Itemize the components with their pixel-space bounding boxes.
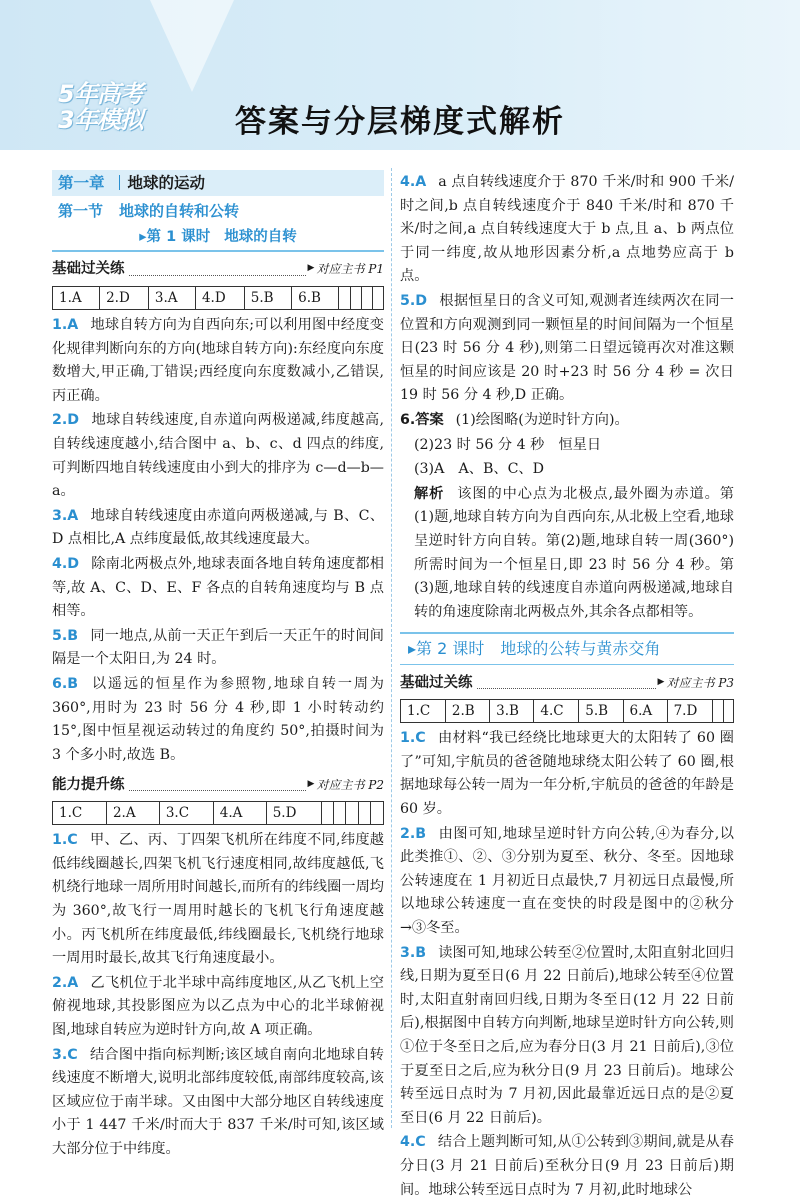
answer-part: (1)绘图略(为逆时针方向)。 <box>455 411 629 428</box>
answer-table <box>52 801 384 825</box>
section-heading <box>52 198 384 224</box>
book-reference: 对应主书 P1 <box>316 262 384 277</box>
section-number: 第一节 <box>58 202 104 220</box>
answer-cell-empty <box>350 287 361 310</box>
explanation-item <box>52 314 384 408</box>
explanation-text: 同一地点,从前一天正午到后一天正午的时间间隔是一个太阳日,为 24 时。 <box>52 627 384 668</box>
leader-dots <box>477 687 656 689</box>
explanation-item <box>52 553 384 624</box>
logo-line-1: 5年高考 <box>58 80 143 108</box>
answer-cell-empty <box>334 802 346 825</box>
answer-cell: 3.A <box>148 287 195 310</box>
question-number: 1.C <box>52 832 78 849</box>
explanation-item <box>400 483 734 625</box>
explanation-text: 以遥远的恒星作为参照物,地球自转一周为 360°,用时为 23 时 56 分 4 秒,即 1 小时转动约 15°,图中恒星视运动转过的角度约 50°,拍摄时间为 3 个多小时,故选 B。 <box>52 675 384 763</box>
chapter-title: 地球的运动 <box>127 174 206 192</box>
answer-item <box>400 409 734 433</box>
explanation-text: 乙飞机位于北半球中高纬度地区,从乙飞机上空俯视地球,其投影图应为以乙点为中心的北半球俯视图,地球自转应为逆时针方向,故 A 项正确。 <box>52 974 384 1039</box>
answer-cell-empty <box>723 700 733 723</box>
answer-part: (2)23 时 56 分 4 秒 恒星日 <box>414 436 602 453</box>
question-number: 4.D <box>52 555 80 572</box>
arrow-icon: ▶ <box>657 676 665 687</box>
answer-cell-empty <box>372 287 383 310</box>
practice-header <box>52 773 384 797</box>
answer-cell: 2.D <box>100 287 149 310</box>
chapter-number: 第一章 <box>58 174 105 192</box>
explanation-text: 甲、乙、丙、丁四架飞机所在纬度不同,纬度越低纬线圈越长,四架飞机飞行速度相同,故纬度越低,飞机绕行地球一周所用时间越长,而所有的纬线圈一周均为 360°,故飞行一周用时越长的飞机飞行角速度越小。丙飞机所在纬度最低,纬线圈最长,飞机绕行地球一周用时最长,故其飞行角速度最小。 <box>52 832 384 967</box>
answer-cell: 4.A <box>213 802 266 825</box>
chapter-separator <box>119 175 120 190</box>
practice-name: 能力提升练 <box>52 776 125 793</box>
section-title: 地球的自转和公转 <box>119 202 240 220</box>
explanation-item <box>400 942 734 1131</box>
answer-cell: 1.C <box>53 802 107 825</box>
explanation-text: 该图的中心点为北极点,最外圈为赤道。第(1)题,地球自转方向为自西向东,从北极上空看,地球呈逆时针方向自转。第(2)题,地球自转一周(360°)所需时间为一个恒星日,即 23 时 56 分 4 秒。第(3)题,地球自转的线速度自赤道向两极递减,地球自转的角速度除南北两极点外,其余各点都相等。 <box>414 485 734 620</box>
left-column <box>52 170 384 1162</box>
page-title: 答案与分层梯度式解析 <box>235 104 565 140</box>
question-number: 3.B <box>400 944 427 961</box>
explanation-text: 结合上题判断可知,从①公转到③期间,就是从春分日(3 月 21 日前后)至秋分日(9 月 23 日前后)期间。地球公转至远日点时为 7 月初,此时地球公 <box>400 1134 734 1198</box>
right-column <box>400 170 734 1202</box>
answer-cell: 5.D <box>266 802 321 825</box>
answer-cell: 5.B <box>579 700 623 723</box>
explanation-item <box>52 673 384 767</box>
explanation-item <box>52 505 384 552</box>
lesson-number: ▸第 1 课时 <box>139 229 211 245</box>
explanation-item <box>52 409 384 503</box>
arrow-icon: ▶ <box>307 263 315 274</box>
answer-cell-empty <box>361 287 372 310</box>
answer-cell-empty <box>339 287 350 310</box>
practice-name: 基础过关练 <box>52 261 125 278</box>
explanation-text: 地球自转方向为自西向东;可以利用图中经度变化规律判断向东的方向(地球自转方向):东经度向东度数增大,甲正确,丁错误;西经度向东度数减小,乙错误,丙正确。 <box>52 317 384 404</box>
explanation-text: 地球自转线速度,自赤道向两极递减,纬度越高,自转线速度越小,结合图中 a、b、c、d 四点的纬度,可判断四地自转线速度由小到大的排序为 c—d—b—a。 <box>52 412 384 500</box>
column-divider <box>391 168 392 1128</box>
answer-cell-empty <box>371 802 384 825</box>
answer-cell: 6.B <box>292 287 339 310</box>
explanation-item <box>52 829 384 971</box>
page-header <box>0 0 800 150</box>
logo-line-2: 3年模拟 <box>58 106 143 134</box>
question-number: 1.A <box>52 317 79 333</box>
lesson-number: ▸第 2 课时 <box>408 639 485 659</box>
question-number: 3.C <box>52 1046 78 1063</box>
practice-header <box>400 671 734 695</box>
answer-cell: 4.C <box>534 700 579 723</box>
explanation-item <box>52 625 384 672</box>
explanation-item <box>400 823 734 941</box>
answer-cell: 3.C <box>159 802 213 825</box>
answer-part: (3)A A、B、C、D <box>414 461 544 478</box>
answer-table <box>400 699 734 723</box>
explanation-item <box>400 727 734 821</box>
chapter-heading <box>52 170 384 196</box>
answer-cell: 4.D <box>195 287 244 310</box>
question-number: 3.A <box>52 507 79 524</box>
lesson-title: 地球的公转与黄赤交角 <box>500 639 661 659</box>
lesson-title: 地球的自转 <box>224 229 297 245</box>
explanation-text: 结合图中指向标判断;该区域自南向北地球自转线速度不断增大,说明北部纬度较低,南部纬度较高,该区域应位于南半球。又由图中大部分地区自转线速度小于 1 447 千米/时而大于 837 千米/时可知,该区域大部分位于中纬度。 <box>52 1046 384 1157</box>
answer-cell: 2.A <box>106 802 159 825</box>
question-number: 5.B <box>52 627 79 644</box>
book-reference: 对应主书 P3 <box>666 675 734 690</box>
explanation-item <box>400 290 734 408</box>
answer-cell: 1.C <box>401 700 446 723</box>
answer-cell: 7.D <box>667 700 713 723</box>
answer-cell: 6.A <box>623 700 667 723</box>
practice-header <box>52 258 384 282</box>
answer-cell-empty <box>346 802 358 825</box>
practice-name: 基础过关练 <box>400 674 473 691</box>
explanation-item <box>52 1044 384 1162</box>
explanation-label: 解析 <box>414 485 445 502</box>
question-number: 2.D <box>52 412 80 429</box>
question-number: 4.A <box>400 174 427 190</box>
question-number: 1.C <box>400 730 426 747</box>
explanation-text: a 点自转线速度介于 870 千米/时和 900 千米/时之间,b 点自转线速度介于 840 千米/时和 870 千米/时之间,a 点自转线速度大于 b 点,且 a、b 两点位于同一纬度,故从地形因素分析,a 点地势应高于 b 点。 <box>400 174 734 285</box>
arrow-icon: ▶ <box>307 778 315 789</box>
explanation-text: 读图可知,地球公转至②位置时,太阳直射北回归线,日期为夏至日(6 月 22 日前后),地球公转至④位置时,太阳直射南回归线,日期为冬至日(12 月 22 日前后),根据图中自转方向判断,地球呈逆时针方向公转,则①位于冬至日之后,应为春分日(3 月 21 日前后),③位于夏至日之后,应为秋分日(9 月 23 日前后)。地球公转至远日点时为 7 月初,因此最靠近远日点的是②夏至日(6 月 22 日前后)。 <box>400 944 734 1126</box>
answer-cell-empty <box>321 802 333 825</box>
question-number: 6.答案 <box>400 411 444 428</box>
answer-cell: 5.B <box>244 287 291 310</box>
explanation-item <box>52 972 384 1043</box>
question-number: 2.B <box>400 825 427 842</box>
question-number: 4.C <box>400 1134 426 1151</box>
explanation-text: 除南北两极点外,地球表面各地自转角速度都相等,故 A、C、D、E、F 各点的自转角速度均与 B 点相等。 <box>52 555 384 620</box>
answer-cell: 3.B <box>490 700 534 723</box>
answer-table <box>52 286 384 310</box>
explanation-text: 由图可知,地球呈逆时针方向公转,④为春分,以此类推①、②、③分别为夏至、秋分、冬至。因地球公转速度在 1 月初近日点最快,7 月初远日点最慢,所以地球公转速度一直在变快的时段是图中的②秋分→③冬至。 <box>400 825 734 937</box>
explanation-item <box>400 1131 734 1202</box>
book-reference: 对应主书 P2 <box>316 777 384 792</box>
answer-cell-empty <box>713 700 723 723</box>
explanation-text: 由材料“我已经绕比地球更大的太阳转了 60 圈了”可知,宇航员的爸爸随地球绕太阳公转了 60 圈,根据地球每公转一周为一年分析,宇航员的爸爸的年龄是 60 岁。 <box>400 730 734 818</box>
question-number: 6.B <box>52 675 79 692</box>
question-number: 2.A <box>52 974 79 991</box>
lesson-heading <box>400 632 734 665</box>
lesson-heading <box>52 224 384 252</box>
answer-cell: 2.B <box>445 700 489 723</box>
leader-dots <box>129 789 306 791</box>
explanation-text: 地球自转线速度由赤道向两极递减,与 B、C、D 点相比,A 点纬度最低,故其线速度最大。 <box>52 507 384 548</box>
explanation-item <box>400 171 734 289</box>
leader-dots <box>129 274 306 276</box>
answer-cell: 1.A <box>53 287 100 310</box>
answer-cell-empty <box>358 802 370 825</box>
explanation-text: 根据恒星日的含义可知,观测者连续两次在同一位置和方向观测到同一颗恒星的时间间隔为一个恒星日(23 时 56 分 4 秒),则第二日望远镜再次对准这颗恒星的时间应该是 20 时+23 时 56 分 4 秒 = 次日 19 时 56 分 4 秒,D 正确。 <box>400 292 734 404</box>
question-number: 5.D <box>400 292 428 309</box>
